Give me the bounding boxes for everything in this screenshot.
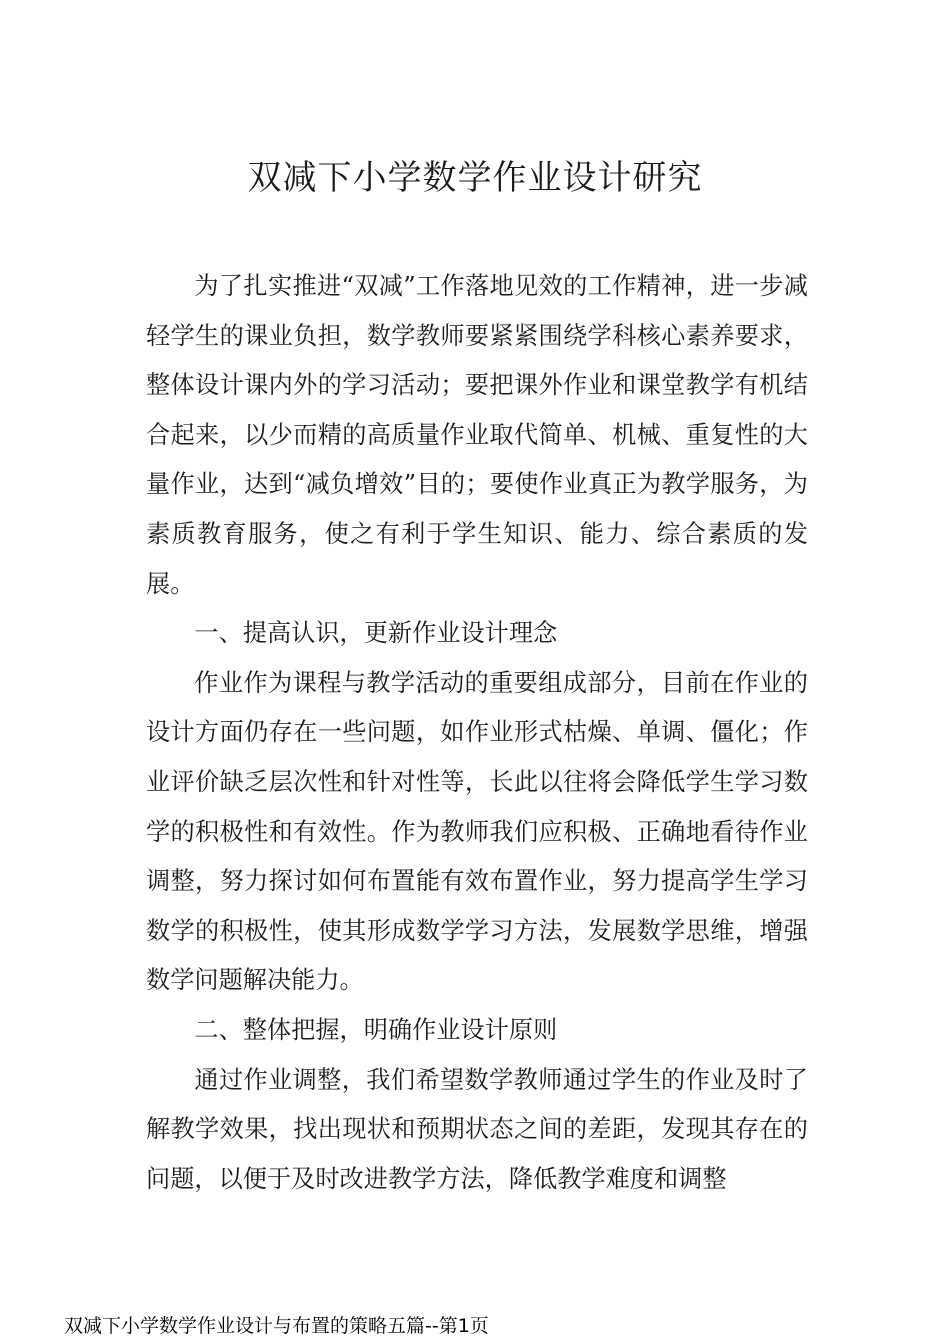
paragraph-section-1: 作业作为课程与教学活动的重要组成部分，目前在作业的设计方面仍存在一些问题，如作业形式枯燥、单调、僵化；作业评价缺乏层次性和针对性等，长此以往将会降低学生学习数学的积极性和有效性。作为教师我们应积极、正确地看待作业调整，努力探讨如何布置能有效布置作业，努力提高学生学习数学的积极性，使其形成数学学习方法，发展数学思维，增强数学问题解决能力。 bbox=[146, 668, 808, 995]
document-body bbox=[146, 262, 808, 1204]
section-heading-1: 一、提高认识，更新作业设计理念 bbox=[194, 619, 558, 648]
document-title: 双减下小学数学作业设计研究 bbox=[247, 158, 703, 198]
paragraph-section-2: 通过作业调整，我们希望数学教师通过学生的作业及时了解教学效果，找出现状和预期状态之间的差距，发现其存在的问题，以便于及时改进教学方法，降低教学难度和调整 bbox=[146, 1065, 808, 1193]
paragraph-intro: 为了扎实推进“双减”工作落地见效的工作精神，进一步减轻学生的课业负担，数学教师要紧紧围绕学科核心素养要求，整体设计课内外的学习活动；要把课外作业和课堂教学有机结合起来，以少而精的高质量作业取代简单、机械、重复性的大量作业，达到“减负增效”目的；要使作业真正为教学服务，为素质教育服务，使之有利于学生知识、能力、综合素质的发展。 bbox=[146, 272, 808, 598]
page-footer: 双减下小学数学作业设计与布置的策略五篇--第1页 bbox=[64, 1315, 489, 1337]
section-heading-2: 二、整体把握，明确作业设计原则 bbox=[194, 1015, 558, 1044]
